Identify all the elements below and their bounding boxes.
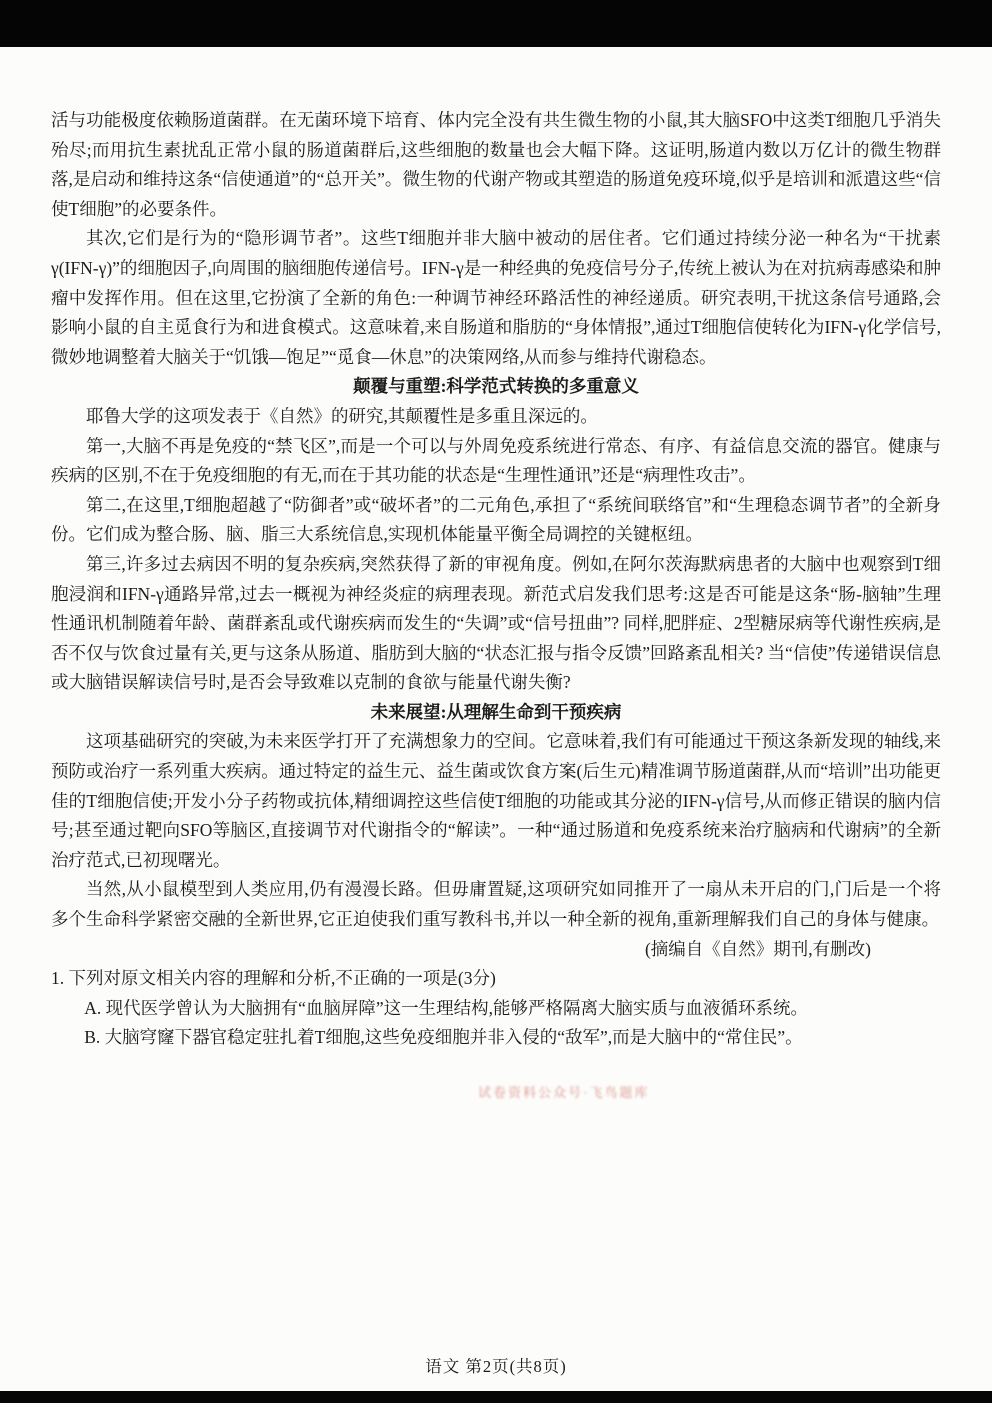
page-footer: 语文 第2页(共8页) [425, 1357, 567, 1376]
paragraph: 活与功能极度依赖肠道菌群。在无菌环境下培育、体内完全没有共生微生物的小鼠,其大脑SFO中这类T细胞几乎消失殆尽;而用抗生素扰乱正常小鼠的肠道菌群后,这些细胞的数量也会大幅下降。这证明,肠道内数以万亿计的微生物群落,是启动和维持这条“信使通道”的“总开关”。微生物的代谢产物或其塑造的肠道免疫环境,似乎是培训和派遣这些“信使T细胞”的必要条件。 [51, 110, 941, 219]
section-heading: 未来展望:从理解生命到干预疾病 [370, 701, 622, 722]
paragraph: 这项基础研究的突破,为未来医学打开了充满想象力的空间。它意味着,我们有可能通过干预这条新发现的轴线,来预防或治疗一系列重大疾病。通过特定的益生元、益生菌或饮食方案(后生元)精准调节肠道菌群,从而“培训”出功能更佳的T细胞信使;开发小分子药物或抗体,精细调控这些信使T细胞的功能或其分泌的IFN-γ信号,从而修正错误的脑内信号;甚至通过靶向SFO等脑区,直接调节对代谢指令的“解读”。一种“通过肠道和免疫系统来治疗脑病和代谢病”的全新治疗范式,已初现曙光。 [51, 731, 941, 870]
scan-artifact-bottom-bar [0, 1391, 992, 1403]
answer-option: A. 现代医学曾认为大脑拥有“血脑屏障”这一生理结构,能够严格隔离大脑实质与血液循环系统。 [84, 997, 809, 1018]
question-stem: 1. 下列对原文相关内容的理解和分析,不正确的一项是(3分) [51, 968, 496, 989]
paragraph: 第二,在这里,T细胞超越了“防御者”或“破坏者”的二元角色,承担了“系统间联络官”和“生理稳态调节者”的全新身份。它们成为整合肠、脑、脂三大系统信息,实现机体能量平衡全局调控的关键枢纽。 [51, 494, 941, 545]
scan-artifact-top-bar [0, 0, 992, 47]
red-watermark: 试卷资料公众号·飞鸟题库 [478, 1085, 650, 1100]
document-body [51, 106, 941, 1053]
paragraph: 当然,从小鼠模型到人类应用,仍有漫漫长路。但毋庸置疑,这项研究如同推开了一扇从未开启的门,门后是一个将多个生命科学紧密交融的全新世界,它正迫使我们重写教科书,并以一种全新的视角,重新理解我们自己的身体与健康。 [51, 879, 941, 930]
paragraph: 第一,大脑不再是免疫的“禁飞区”,而是一个可以与外周免疫系统进行常态、有序、有益信息交流的器官。健康与疾病的区别,不在于免疫细胞的有无,而在于其功能的状态是“生理性通讯”还是“病理性攻击”。 [51, 435, 941, 486]
answer-option: B. 大脑穹窿下器官稳定驻扎着T细胞,这些免疫细胞并非入侵的“敌军”,而是大脑中的“常住民”。 [84, 1027, 803, 1048]
paragraph: 第三,许多过去病因不明的复杂疾病,突然获得了新的审视角度。例如,在阿尔茨海默病患者的大脑中也观察到T细胞浸润和IFN-γ通路异常,过去一概视为神经炎症的病理表现。新范式启发我们思考:这是否可能是这条“肠-脑轴”生理性通讯机制随着年龄、菌群紊乱或代谢疾病而发生的“失调”或“信号扭曲”? 同样,肥胖症、2型糖尿病等代谢性疾病,是否不仅与饮食过量有关,更与这条从肠道、脂肪到大脑的“状态汇报与指令反馈”回路紊乱相关? 当“信使”传递错误信息或大脑错误解读信号时,是否会导致难以克制的食欲与能量代谢失衡? [51, 553, 941, 693]
source-attribution: (摘编自《自然》期刊,有删改) [644, 938, 871, 959]
paragraph: 耶鲁大学的这项发表于《自然》的研究,其颠覆性是多重且深远的。 [86, 405, 598, 426]
paragraph: 其次,它们是行为的“隐形调节者”。这些T细胞并非大脑中被动的居住者。它们通过持续分泌一种名为“干扰素γ(IFN-γ)”的细胞因子,向周围的脑细胞传递信号。IFN-γ是一种经典的免疫信号分子,传统上被认为在对抗病毒感染和肿瘤中发挥作用。但在这里,它扮演了全新的角色:一种调节神经环路活性的神经递质。研究表明,干扰这条信号通路,会影响小鼠的自主觅食行为和进食模式。这意味着,来自肠道和脂肪的“身体情报”,通过T细胞信使转化为IFN-γ化学信号,微妙地调整着大脑关于“饥饿—饱足”“觅食—休息”的决策网络,从而参与维持代谢稳态。 [51, 228, 941, 367]
section-heading: 颠覆与重塑:科学范式转换的多重意义 [353, 376, 639, 397]
